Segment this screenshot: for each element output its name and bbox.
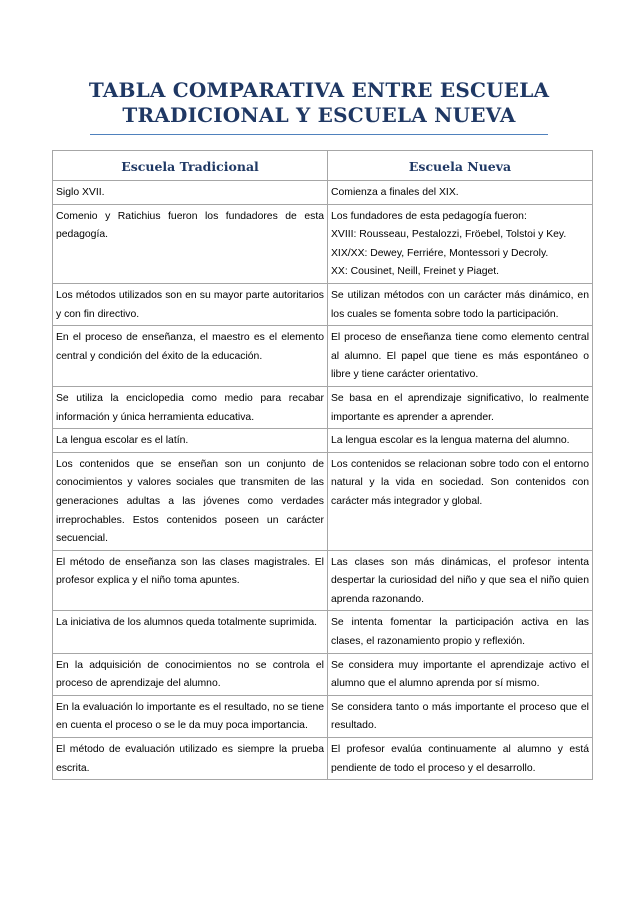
header-escuela-tradicional: Escuela Tradicional xyxy=(53,151,328,181)
table-row xyxy=(53,695,593,737)
table-row xyxy=(53,429,593,453)
table-row xyxy=(53,204,593,283)
cell-tradicional: Se utiliza la enciclopedia como medio para recabar información y única herramienta educativa. xyxy=(53,386,328,428)
cell-tradicional: La iniciativa de los alumnos queda totalmente suprimida. xyxy=(53,611,328,653)
cell-nueva-intro: Los fundadores de esta pedagogía fueron: xyxy=(331,210,527,222)
cell-tradicional: En la evaluación lo importante es el resultado, no se tiene en cuenta el proceso o se le da muy poca importancia. xyxy=(53,695,328,737)
cell-nueva: Las clases son más dinámicas, el profesor intenta despertar la curiosidad del niño y que sea el niño quien aprenda razonando. xyxy=(328,550,593,611)
title-line-1: TABLA COMPARATIVA ENTRE ESCUELA xyxy=(88,78,550,102)
cell-nueva: Comienza a finales del XIX. xyxy=(328,181,593,205)
cell-nueva-line: XVIII: Rousseau, Pestalozzi, Fröebel, Tolstoi y Key. xyxy=(331,229,567,241)
cell-nueva xyxy=(328,204,593,283)
table-row xyxy=(53,181,593,205)
cell-tradicional: El método de enseñanza son las clases magistrales. El profesor explica y el niño toma apuntes. xyxy=(53,550,328,611)
table-row xyxy=(53,283,593,325)
table-row xyxy=(53,611,593,653)
cell-nueva: Se considera tanto o más importante el proceso que el resultado. xyxy=(328,695,593,737)
cell-nueva: El proceso de enseñanza tiene como elemento central al alumno. El papel que tiene es más espontáneo o libre y tiene carácter orientativo. xyxy=(328,326,593,387)
cell-nueva: El profesor evalúa continuamente al alumno y está pendiente de todo el proceso y el desarrollo. xyxy=(328,738,593,780)
header-escuela-nueva: Escuela Nueva xyxy=(328,151,593,181)
table-row xyxy=(53,452,593,550)
cell-nueva-line: XIX/XX: Dewey, Ferriére, Montessori y Decroly. xyxy=(331,247,549,259)
table-row xyxy=(53,550,593,611)
table-row xyxy=(53,653,593,695)
cell-nueva: Los contenidos se relacionan sobre todo con el entorno natural y la vida en sociedad. Son contenidos con carácter más integrador y global. xyxy=(328,452,593,550)
cell-tradicional: Comenio y Ratichius fueron los fundadores de esta pedagogía. xyxy=(53,204,328,283)
cell-tradicional: Los métodos utilizados son en su mayor parte autoritarios y con fin directivo. xyxy=(53,283,328,325)
table-header-row xyxy=(53,151,593,181)
cell-tradicional: Los contenidos que se enseñan son un conjunto de conocimientos y valores sociales que transmiten de las generaciones adultas a las jóvenes como verdades irreprochables. Estos contenidos poseen un carácter secuencial. xyxy=(53,452,328,550)
cell-nueva: Se utilizan métodos con un carácter más dinámico, en los cuales se fomenta sobre todo la participación. xyxy=(328,283,593,325)
cell-nueva: Se intenta fomentar la participación activa en las clases, el razonamiento propio y reflexión. xyxy=(328,611,593,653)
cell-tradicional: Siglo XVII. xyxy=(53,181,328,205)
cell-tradicional: El método de evaluación utilizado es siempre la prueba escrita. xyxy=(53,738,328,780)
cell-tradicional: En el proceso de enseñanza, el maestro es el elemento central y condición del éxito de la educación. xyxy=(53,326,328,387)
comparison-table xyxy=(52,150,593,780)
cell-nueva: Se basa en el aprendizaje significativo, lo realmente importante es aprender a aprender. xyxy=(328,386,593,428)
table-row xyxy=(53,738,593,780)
title-underline-rule xyxy=(90,134,548,135)
cell-nueva-line: XX: Cousinet, Neill, Freinet y Piaget. xyxy=(331,266,500,278)
cell-nueva: Se considera muy importante el aprendizaje activo el alumno que el alumno aprenda por sí mismo. xyxy=(328,653,593,695)
table-row xyxy=(53,326,593,387)
cell-nueva: La lengua escolar es la lengua materna del alumno. xyxy=(328,429,593,453)
table-row xyxy=(53,386,593,428)
title-line-2: TRADICIONAL Y ESCUELA NUEVA xyxy=(122,103,516,127)
cell-tradicional: La lengua escolar es el latín. xyxy=(53,429,328,453)
document-title xyxy=(60,78,578,128)
cell-tradicional: En la adquisición de conocimientos no se controla el proceso de aprendizaje del alumno. xyxy=(53,653,328,695)
